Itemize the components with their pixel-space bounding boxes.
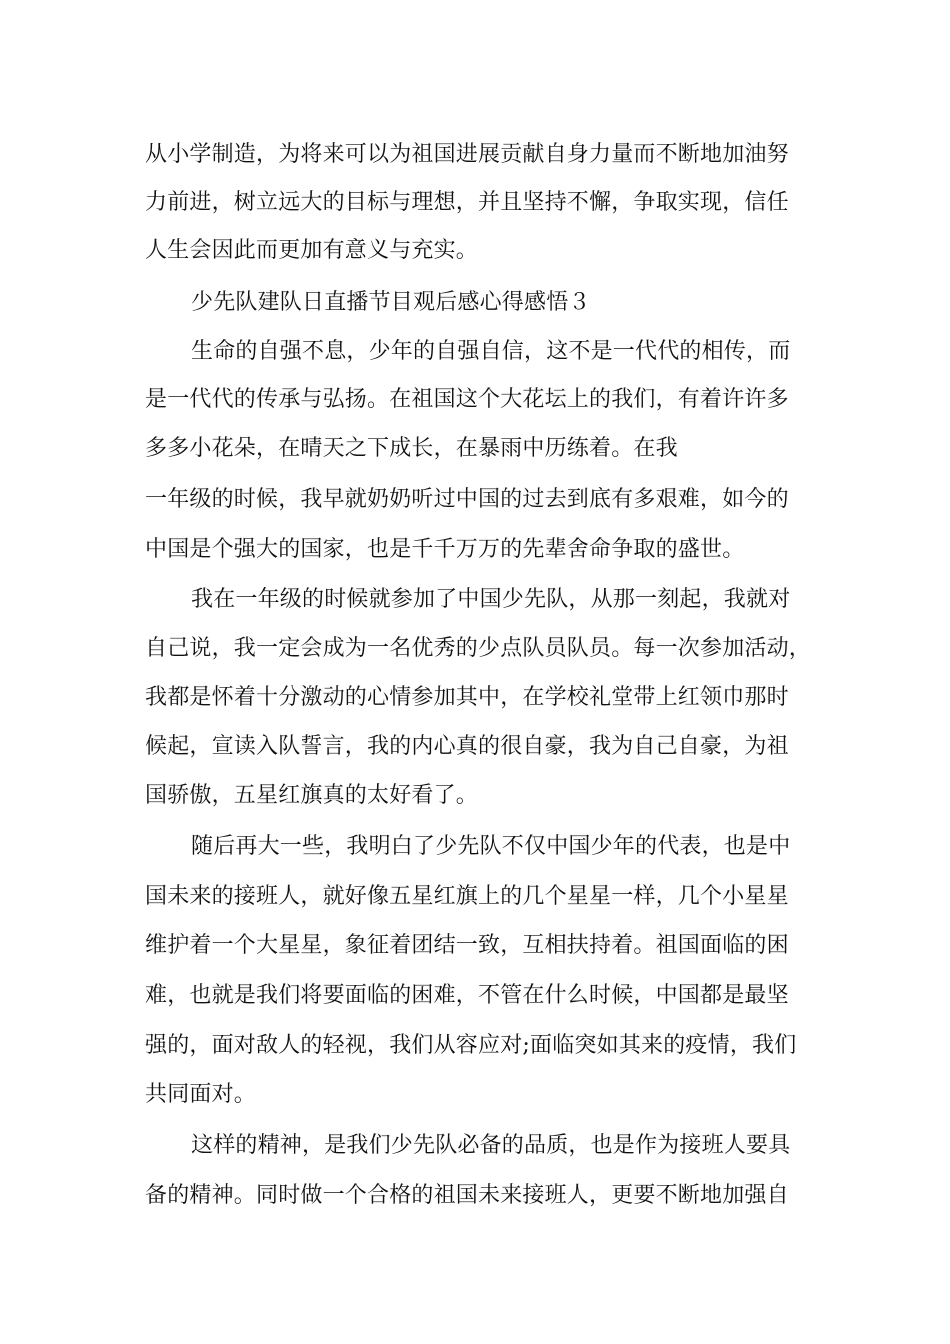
paragraph-line: 候起，宣读入队誓言，我的内心真的很自豪，我为自己自豪，为祖	[145, 734, 789, 759]
paragraph-line: 共同面对。	[145, 1082, 257, 1107]
paragraph-line: 我都是怀着十分激动的心情参加其中，在学校礼堂带上红领巾那时	[145, 685, 789, 710]
paragraph-line: 强的，面对敌人的轻视，我们从容应对;面临突如其来的疫情，我们	[145, 1033, 797, 1058]
paragraph-line: 从小学制造，为将来可以为祖国进展贡献自身力量而不断地加油努	[145, 142, 789, 167]
paragraph-line: 中国是个强大的国家，也是千千万万的先辈舍命争取的盛世。	[145, 537, 745, 562]
paragraph-line: 多多小花朵，在晴天之下成长，在暴雨中历练着。在我	[145, 436, 678, 461]
paragraph-line: 我在一年级的时候就参加了中国少先队，从那一刻起，我就对	[191, 587, 791, 612]
paragraph-line: 生命的自强不息，少年的自强自信，这不是一代代的相传，而	[191, 339, 791, 364]
paragraph-line: 国未来的接班人，就好像五星红旗上的几个星星一样，几个小星星	[145, 884, 789, 909]
paragraph-line: 一年级的时候，我早就奶奶听过中国的过去到底有多艰难，如今的	[145, 487, 789, 512]
paragraph-line: 自己说，我一定会成为一名优秀的少点队员队员。每一次参加活动，	[145, 636, 812, 661]
paragraph-line: 难，也就是我们将要面临的困难，不管在什么时候，中国都是最坚	[145, 983, 789, 1008]
paragraph-line: 国骄傲，五星红旗真的太好看了。	[145, 783, 479, 808]
paragraph-line: 力前进，树立远大的目标与理想，并且坚持不懈，争取实现，信任	[145, 190, 789, 215]
paragraph-line: 人生会因此而更加有意义与充实。	[145, 238, 479, 263]
paragraph-line: 这样的精神，是我们少先队必备的品质，也是作为接班人要具	[191, 1133, 791, 1158]
paragraph-line: 随后再大一些，我明白了少先队不仅中国少年的代表，也是中	[191, 834, 791, 859]
section-heading: 少先队建队日直播节目观后感心得感悟３	[191, 290, 591, 315]
paragraph-line: 是一代代的传承与弘扬。在祖国这个大花坛上的我们，有着许许多	[145, 387, 789, 412]
paragraph-line: 备的精神。同时做一个合格的祖国未来接班人，更要不断地加强自	[145, 1183, 789, 1208]
paragraph-line: 维护着一个大星星，象征着团结一致，互相扶持着。祖国面临的困	[145, 933, 789, 958]
